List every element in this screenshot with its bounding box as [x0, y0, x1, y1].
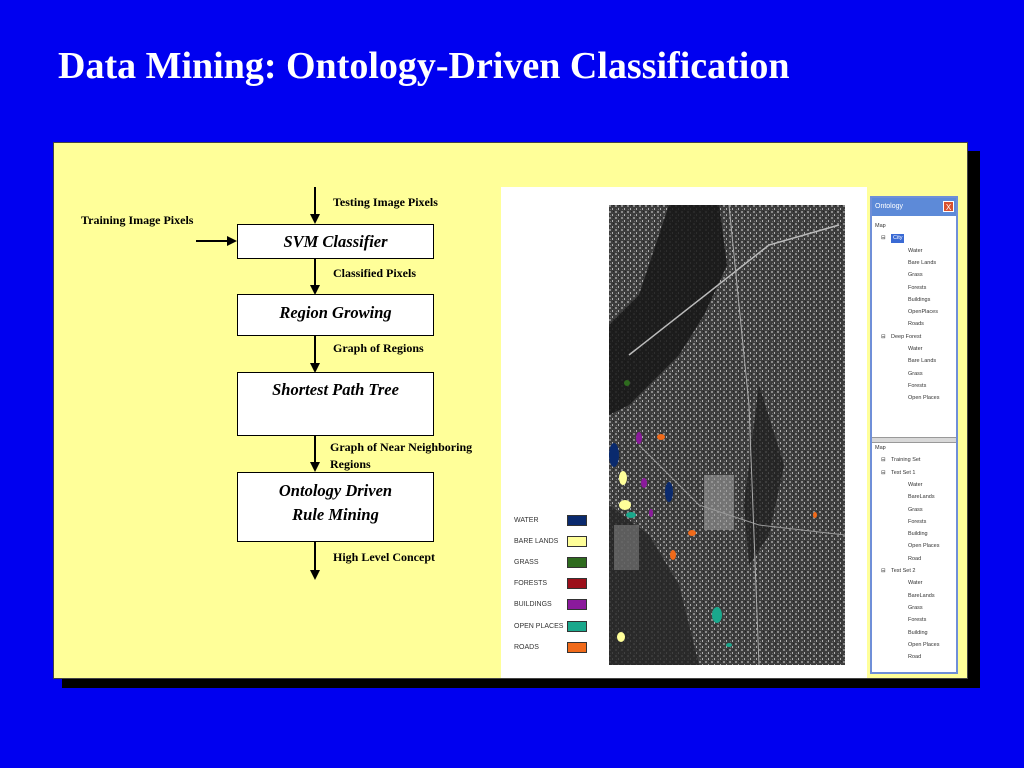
legend-item	[514, 578, 594, 590]
legend-item	[514, 536, 594, 548]
legend-swatch	[567, 642, 587, 653]
tree-leaf[interactable]: Water	[908, 346, 923, 352]
testing-arrow-head	[310, 214, 320, 224]
legend-label: FORESTS	[514, 580, 548, 587]
legend-label: WATER	[514, 517, 539, 524]
legend-label: ROADS	[514, 644, 539, 651]
svm-classifier-box: SVM Classifier	[237, 224, 434, 259]
tree-expander-icon[interactable]: ⊟	[881, 568, 886, 574]
tree-leaf[interactable]: Forests	[908, 382, 927, 389]
legend-label: BUILDINGS	[514, 601, 552, 608]
satellite-image-svg	[609, 205, 845, 665]
high-level-arrow-line	[314, 542, 316, 570]
tree-leaf[interactable]: Grass	[908, 272, 923, 279]
region-growing-box: Region Growing	[237, 294, 434, 336]
graph-near-arrow-line	[314, 436, 316, 462]
tree-leaf[interactable]: Building	[908, 629, 928, 636]
training-arrow-line	[196, 240, 227, 242]
tree-expander-icon[interactable]: ⊟	[881, 235, 886, 242]
tree-leaf[interactable]: Road	[908, 654, 922, 661]
tree-expander-icon[interactable]: ⊟	[881, 469, 886, 476]
legend-label: GRASS	[514, 559, 539, 566]
tree-leaf[interactable]: Roads	[908, 321, 924, 328]
ontology-rule-mining-line2: Rule Mining	[292, 505, 379, 524]
tree-leaf[interactable]: Forests	[908, 518, 927, 525]
tree-leaf[interactable]: BareLands	[908, 494, 935, 501]
tree-node[interactable]: City	[893, 235, 903, 242]
tree-leaf[interactable]: Grass	[908, 370, 923, 377]
training-arrow-head	[227, 236, 237, 246]
tree-leaf[interactable]: Water	[908, 580, 923, 587]
tree-root[interactable]: Map	[875, 223, 886, 229]
tree-leaf[interactable]: OpenPlaces	[908, 309, 938, 316]
classified-pixels-label: Classified Pixels	[333, 266, 416, 280]
legend-label: BARE LANDS	[514, 538, 559, 545]
graph-near-label-line1: Graph of Near Neighboring	[330, 440, 473, 454]
tree-node[interactable]: Training Set	[891, 457, 921, 464]
tree-node[interactable]: Test Set 1	[891, 469, 916, 476]
tree-leaf[interactable]: Buildings	[908, 296, 931, 303]
tree-leaf[interactable]: Grass	[908, 506, 923, 513]
legend-swatch	[567, 536, 587, 547]
tree-leaf[interactable]: Road	[908, 555, 922, 562]
tree-expander-icon[interactable]: ⊟	[881, 457, 886, 464]
satellite-image	[609, 205, 845, 665]
shortest-path-tree-box: Shortest Path Tree	[237, 372, 434, 436]
legend-swatch	[567, 621, 587, 632]
testing-pixels-label: Testing Image Pixels	[333, 195, 438, 209]
tree-leaf[interactable]: Open Places	[908, 641, 940, 648]
high-level-concept-label: High Level Concept	[333, 550, 435, 564]
classified-arrow-line	[314, 259, 316, 285]
tree-leaf[interactable]: Open Places	[908, 543, 940, 550]
legend-swatch	[567, 515, 587, 526]
tree-node[interactable]: Deep Forest	[891, 333, 922, 340]
tree-leaf[interactable]: BareLands	[908, 592, 935, 599]
ontology-window-titlebar	[872, 198, 956, 216]
legend-swatch	[567, 599, 587, 610]
tree-leaf[interactable]: Water	[908, 247, 923, 254]
close-icon[interactable]: X	[943, 201, 954, 212]
graph-of-regions-label: Graph of Regions	[333, 341, 424, 355]
ontology-rule-mining-line1: Ontology Driven	[278, 481, 393, 500]
tree-leaf[interactable]: Bare Lands	[908, 358, 937, 365]
graph-regions-arrow-line	[314, 336, 316, 363]
legend-item	[514, 515, 594, 527]
legend-item	[514, 621, 594, 633]
tree-leaf[interactable]: Bare Lands	[908, 259, 937, 266]
tree-leaf[interactable]: Forests	[908, 617, 927, 624]
legend-item	[514, 642, 594, 654]
tree-expander-icon[interactable]: ⊟	[881, 333, 886, 340]
training-pixels-label: Training Image Pixels	[81, 213, 194, 227]
high-level-arrow-head	[310, 570, 320, 580]
legend-swatch	[567, 578, 587, 589]
tree-leaf[interactable]: Water	[908, 481, 923, 488]
legend-item	[514, 557, 594, 569]
tree-leaf[interactable]: Open Places	[908, 395, 940, 402]
tree-root[interactable]: Map	[875, 445, 886, 451]
graph-near-label-line2: Regions	[330, 457, 371, 471]
legend-item	[514, 599, 594, 611]
tree-leaf[interactable]: Forests	[908, 284, 927, 291]
tree-leaf[interactable]: Building	[908, 531, 928, 538]
legend-label: OPEN PLACES	[514, 623, 564, 630]
testing-arrow-line	[314, 187, 316, 214]
ontology-window	[870, 196, 958, 674]
tree-leaf[interactable]: Grass	[908, 604, 923, 611]
legend-swatch	[567, 557, 587, 568]
ontology-window-title: Ontology	[875, 203, 904, 210]
graph-near-arrow-head	[310, 462, 320, 472]
tree-node[interactable]: Test Set 2	[891, 568, 916, 574]
ontology-rule-mining-box	[237, 472, 434, 542]
slide-title: Data Mining: Ontology-Driven Classification	[58, 45, 790, 87]
